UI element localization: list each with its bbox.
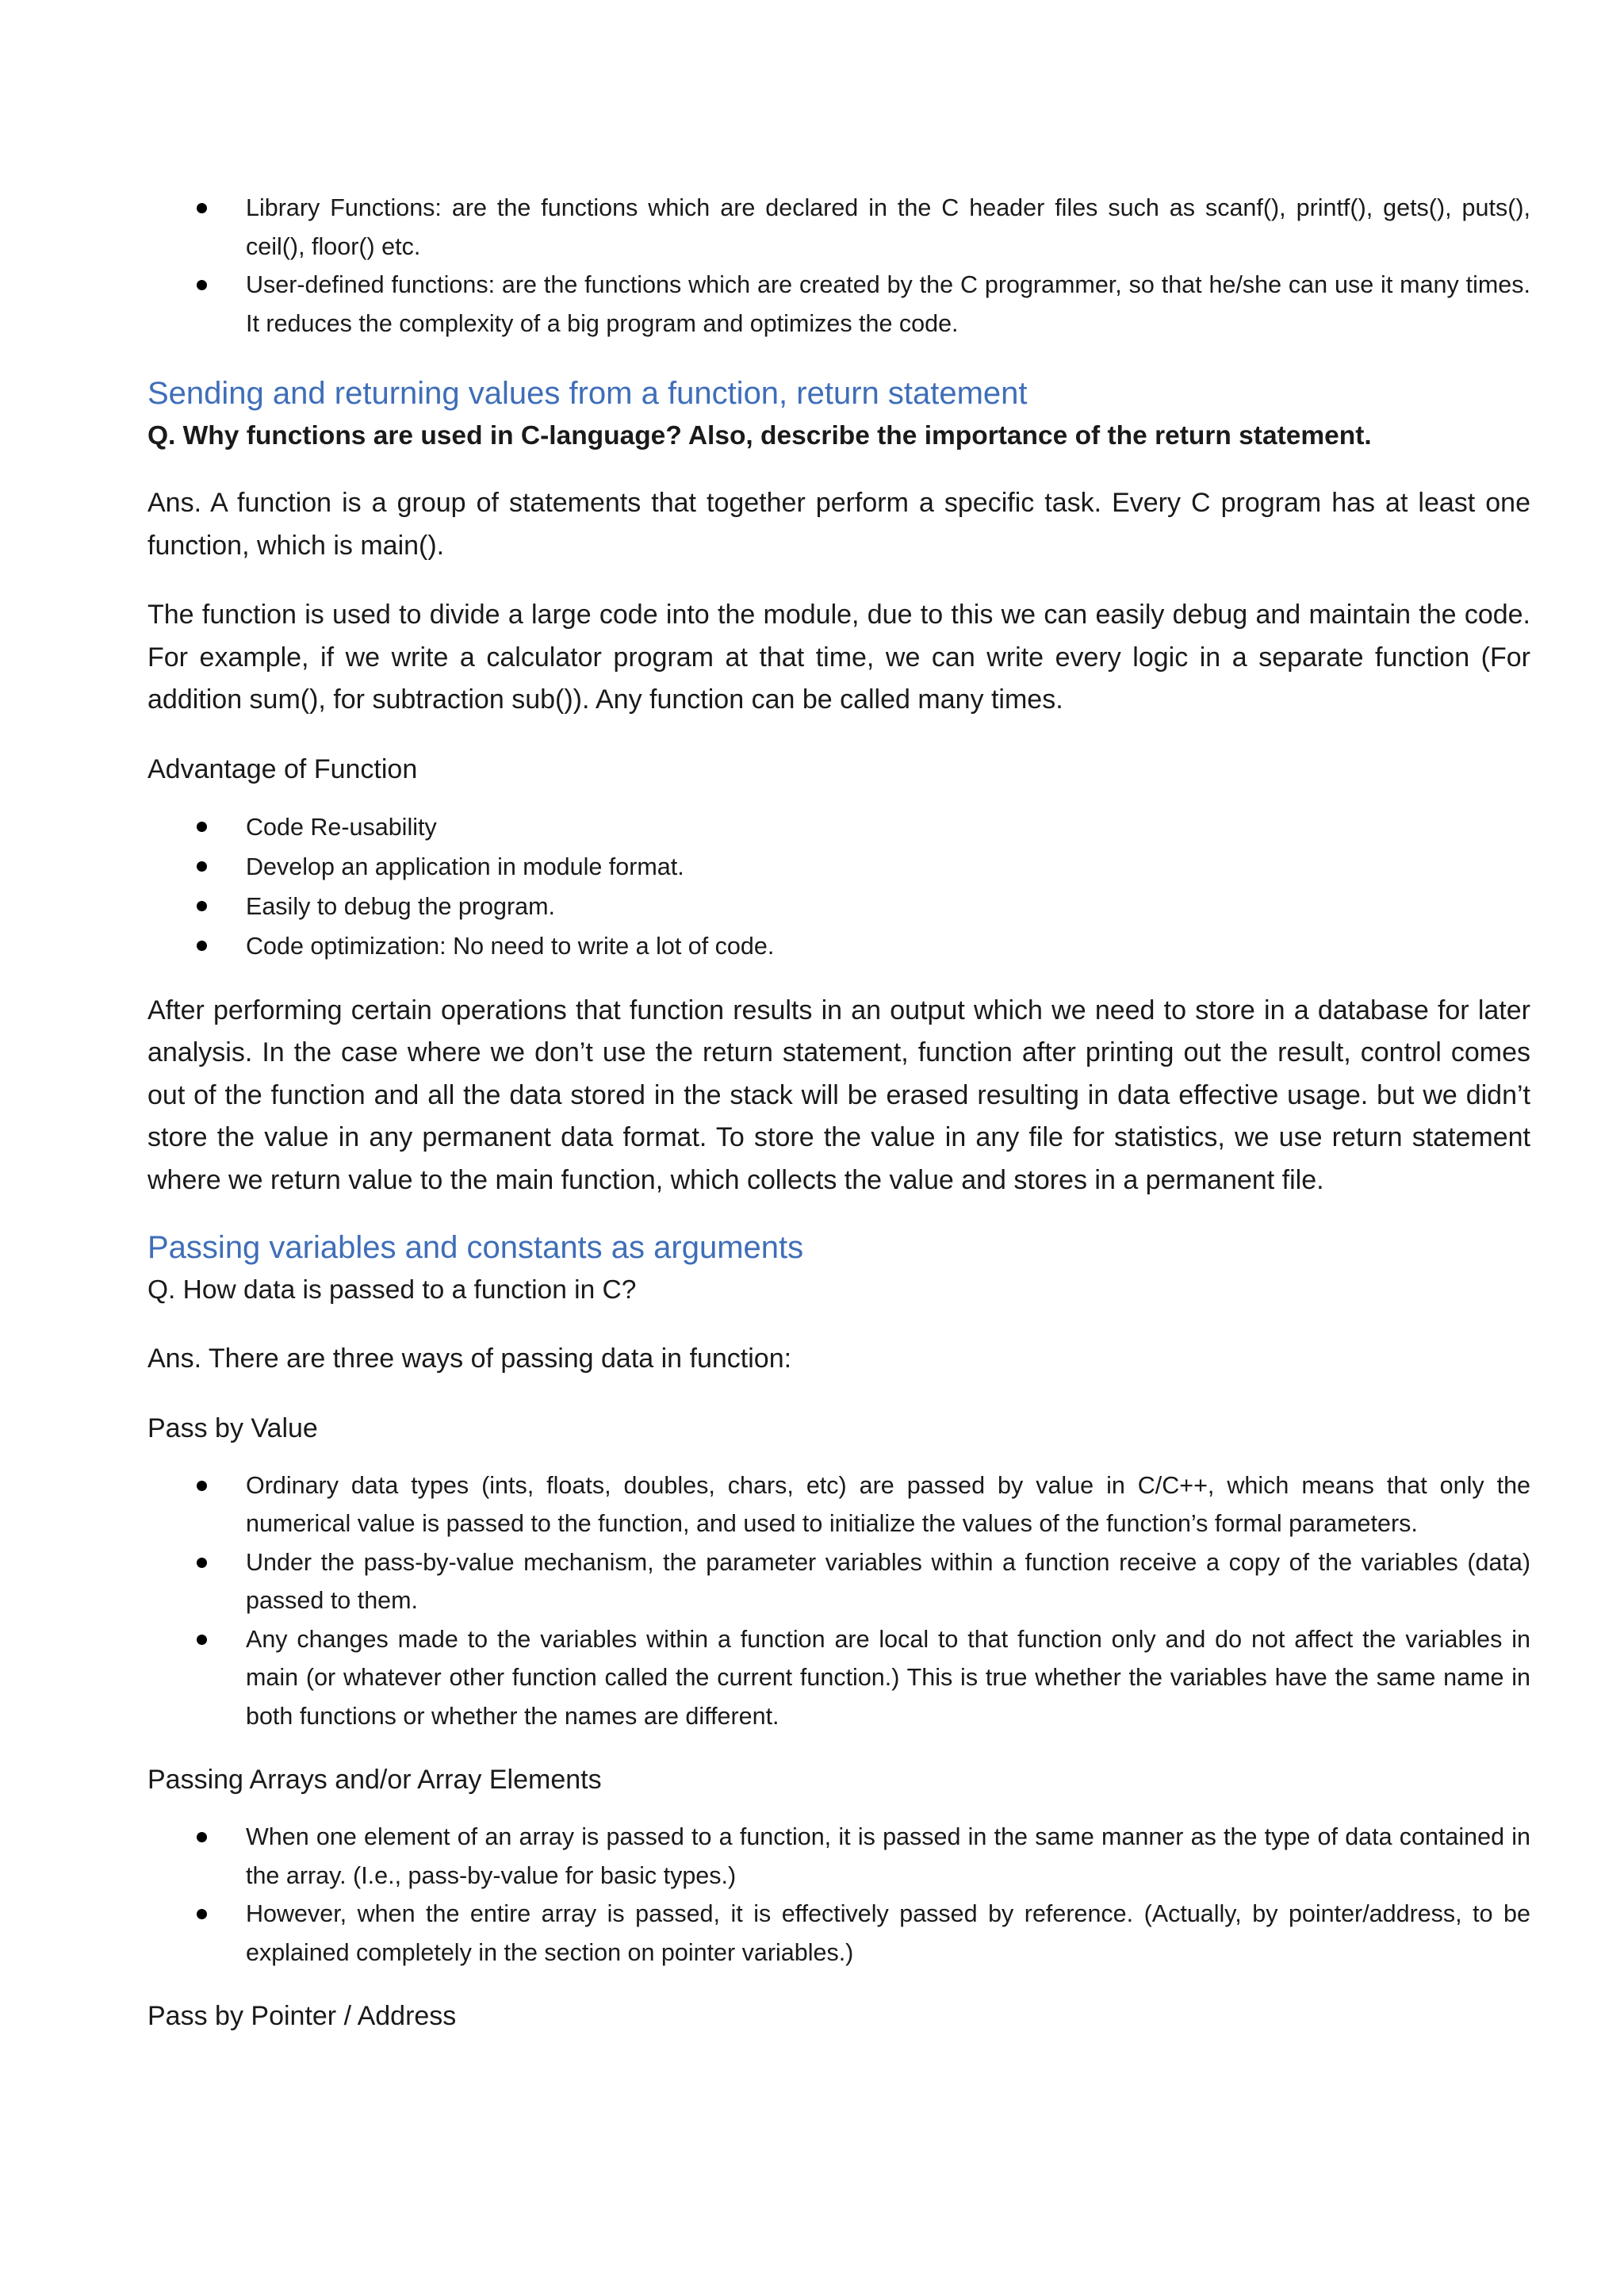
answer-paragraph: After performing certain operations that function results in an output which we need to store in a database for later analysis. In the case where we don’t use the return statement, function after printing out the result, control comes out of the function and all the data stored in the stack will be erased resulting in data effective usage. but we didn’t store the value in any permanent data format. To store the value in any file for statistics, we use return statement where we return value to the main function, which collects the value and stores in a permanent file. [147,995,1530,1195]
bullet-icon [197,1481,207,1491]
bullet-icon [197,822,207,832]
list-item [147,1818,1530,1895]
list-item-text: Code Re-usability [246,813,437,841]
list-item [147,266,1530,343]
list-item-text: However, when the entire array is passed, it is effectively passed by reference. (Actually, by pointer/address, to be explained completely in the section on pointer variables.) [246,1900,1530,1966]
section-heading-passing-arguments: Passing variables and constants as arguments [147,1230,804,1265]
list-item-text: When one element of an array is passed to a function, it is passed in the same manner as the type of data contained in the array. (I.e., pass-by-value for basic types.) [246,1823,1530,1889]
bullet-icon [197,280,207,290]
advantage-bullet-list [147,807,1530,966]
list-item [147,887,1530,926]
bullet-icon [197,1909,207,1919]
list-item [147,189,1530,266]
question-data-passing: Q. How data is passed to a function in C? [147,1275,637,1305]
list-item [147,1895,1530,1972]
list-item-text: User-defined functions: are the functions which are created by the C programmer, so that he/she can use it many times. It reduces the complexity of a big program and optimizes the code. [246,271,1530,337]
list-item-text: Any changes made to the variables within a function are local to that function only and do not affect the variables in main (or whatever other function called the current function.) This is true whether the variables have the same name in both functions or whether the names are different. [246,1625,1530,1730]
list-item-text: Ordinary data types (ints, floats, doubles, chars, etc) are passed by value in C/C++, which means that only the numerical value is passed to the function, and used to initialize the values of the function’s formal parameters. [246,1471,1530,1537]
list-item-text: Easily to debug the program. [246,892,555,920]
bullet-icon [197,1832,207,1842]
bullet-icon [197,941,207,951]
advantage-label: Advantage of Function [147,753,418,784]
intro-bullet-list [147,189,1530,343]
page-content [147,189,1530,2037]
list-item [147,847,1530,887]
bullet-icon [197,203,207,213]
question-functions-importance: Q. Why functions are used in C-language? Also, describe the importance of the return statement. [147,421,1372,450]
pass-by-pointer-label: Pass by Pointer / Address [147,2001,457,2031]
answer-paragraph: Ans. A function is a group of statements that together perform a specific task. Every C program has at least one function, which is main(). [147,488,1530,561]
bullet-icon [197,901,207,911]
list-item [147,1620,1530,1736]
passing-arrays-label: Passing Arrays and/or Array Elements [147,1765,602,1795]
list-item [147,807,1530,847]
answer-paragraph: The function is used to divide a large code into the module, due to this we can easily debug and maintain the code. For example, if we write a calculator program at that time, we can write every logic in a separate function (For addition sum(), for subtraction sub()). Any function can be called many times. [147,600,1530,715]
pass-by-value-bullet-list [147,1466,1530,1736]
arrays-bullet-list [147,1818,1530,1972]
list-item-text: Under the pass-by-value mechanism, the parameter variables within a function receive a copy of the variables (data) passed to them. [246,1548,1530,1614]
list-item [147,1466,1530,1543]
pass-by-value-label: Pass by Value [147,1412,318,1443]
bullet-icon [197,861,207,872]
bullet-icon [197,1635,207,1645]
list-item [147,1543,1530,1620]
section-heading-return-statement: Sending and returning values from a function, return statement [147,376,1028,411]
answer-intro: Ans. There are three ways of passing data in function: [147,1343,792,1374]
list-item-text: Develop an application in module format. [246,853,684,880]
bullet-icon [197,1558,207,1568]
list-item [147,926,1530,966]
list-item-text: Library Functions: are the functions which are declared in the C header files such as scanf(), printf(), gets(), puts(), ceil(), floor() etc. [246,194,1530,260]
list-item-text: Code optimization: No need to write a lot of code. [246,932,775,960]
